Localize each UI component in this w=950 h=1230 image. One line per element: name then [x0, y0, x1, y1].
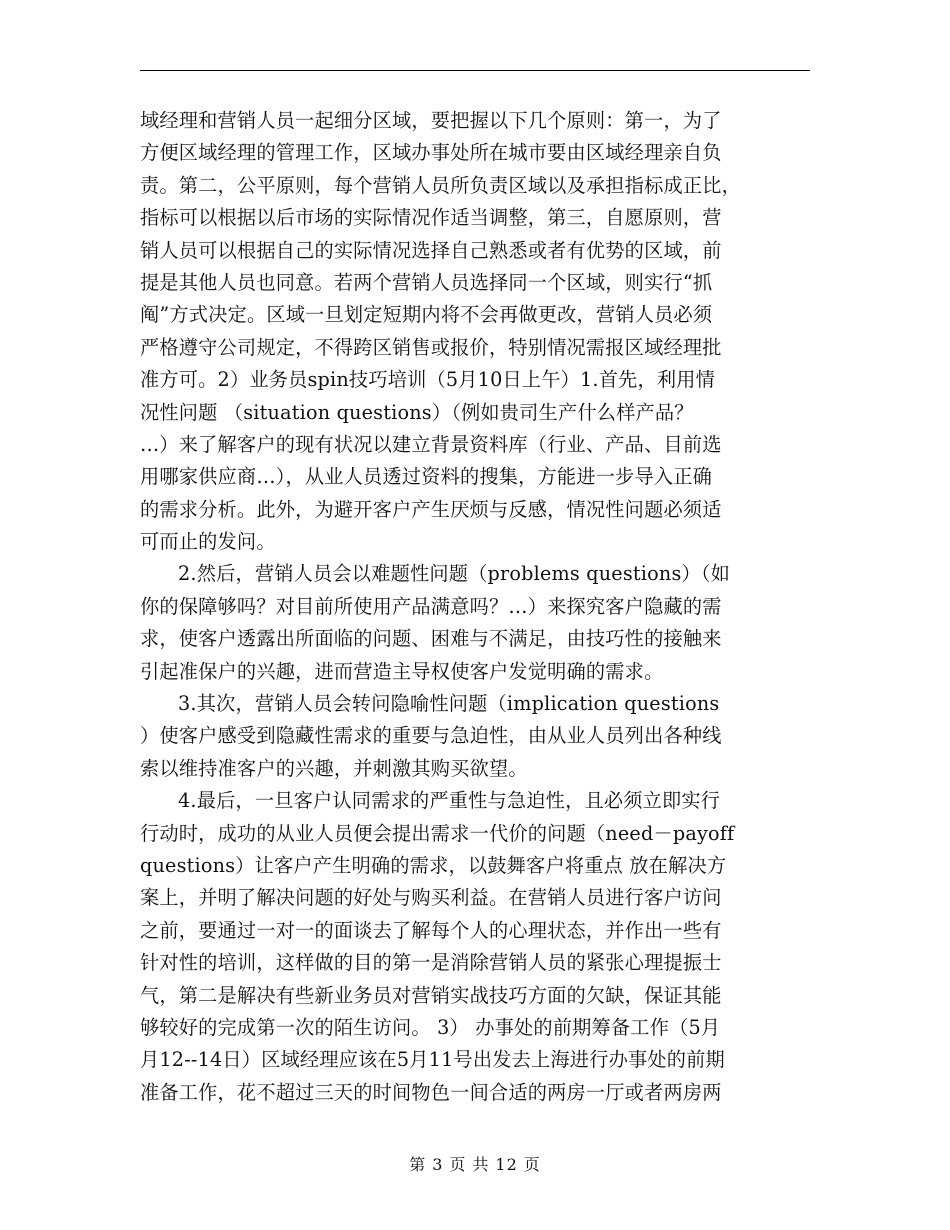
- text-line: 之前，要通过一对一的面谈去了解每个人的心理状态，并作出一些有: [140, 918, 722, 942]
- text-line: 方便区域经理的管理工作，区域办事处所在城市要由区域经理亲自负: [140, 141, 722, 165]
- text-line: 针对性的培训，这样做的目的第一是消除营销人员的紧张心理提振士: [140, 951, 722, 975]
- text-line: 引起准保户的兴趣，进而营造主导权使客户发觉明确的需求。: [140, 659, 664, 683]
- text-line: 够较好的完成第一次的陌生访问。 3） 办事处的前期筹备工作（5月: [140, 1015, 721, 1039]
- text-line: 提是其他人员也同意。若两个营销人员选择同一个区域，则实行“抓: [140, 270, 713, 294]
- text-line: 的需求分析。此外，为避开客户产生厌烦与反感，情况性问题必须适: [140, 497, 722, 521]
- text-line: 准方可。2）业务员spin技巧培训（5月10日上午）1.首先，利用情: [140, 368, 716, 392]
- text-line: 阄”方式决定。区域一旦划定短期内将不会再做更改，营销人员必须: [140, 303, 713, 327]
- footer-suffix: 页: [523, 1155, 541, 1174]
- text-line: 你的保障够吗？对目前所使用产品满意吗？…）来探究客户隐藏的需: [140, 594, 722, 618]
- footer-total-word: 共: [472, 1155, 490, 1174]
- text-line: 域经理和营销人员一起细分区域，要把握以下几个原则：第一，为了: [140, 109, 722, 132]
- text-line: 3.其次，营销人员会转问隐喻性问题（implication questions: [178, 692, 720, 716]
- footer-page-word: 页: [449, 1155, 467, 1174]
- text-line: 用哪家供应商…），从业人员透过资料的搜集，方能进一步导入正确: [140, 465, 713, 489]
- text-line: 4.最后，一旦客户认同需求的严重性与急迫性，且必须立即实行: [178, 789, 721, 813]
- text-line: 严格遵守公司规定，不得跨区销售或报价，特别情况需报区域经理批: [140, 335, 722, 359]
- footer-page-number: 3: [432, 1155, 444, 1174]
- page-footer: [0, 1152, 950, 1175]
- text-line: 月12--14日）区域经理应该在5月11号出发去上海进行办事处的前期: [140, 1048, 725, 1072]
- text-line: 准备工作，花不超过三天的时间物色一间合适的两房一厅或者两房两: [140, 1080, 722, 1104]
- text-line: 索以维持准客户的兴趣，并刺激其购买欲望。: [140, 756, 528, 780]
- text-line: 指标可以根据以后市场的实际情况作适当调整，第三，自愿原则，营: [140, 206, 722, 230]
- footer-total-pages: 12: [495, 1155, 518, 1174]
- text-line: 销人员可以根据自己的实际情况选择自己熟悉或者有优势的区域，前: [140, 238, 722, 262]
- text-line: 气，第二是解决有些新业务员对营销实战技巧方面的欠缺，保证其能: [140, 983, 722, 1007]
- text-line: 求，使客户透露出所面临的问题、困难与不满足，由技巧性的接触来: [140, 627, 722, 651]
- text-line: …）来了解客户的现有状况以建立背景资料库（行业、产品、目前选: [140, 432, 722, 456]
- text-line: 况性问题 （situation questions）（例如贵司生产什么样产品？: [140, 400, 694, 424]
- text-line: 责。第二，公平原则，每个营销人员所负责区域以及承担指标成正比，: [140, 173, 742, 197]
- text-line: 可而止的发问。: [140, 530, 276, 554]
- document-body: [140, 105, 810, 1109]
- text-line: 2.然后，营销人员会以难题性问题（problems questions）（如: [178, 562, 731, 586]
- text-line: questions）让客户产生明确的需求，以鼓舞客户将重点 放在解决方: [140, 853, 727, 877]
- text-line: 案上，并明了解决问题的好处与购买利益。在营销人员进行客户访问: [140, 886, 722, 910]
- text-line: 行动时，成功的从业人员便会提出需求一代价的问题（need－payoff: [140, 821, 735, 845]
- footer-prefix: 第: [409, 1155, 427, 1174]
- text-line: ）使客户感受到隐藏性需求的重要与急迫性，由从业人员列出各种线: [140, 724, 722, 748]
- header-rule: [140, 70, 810, 71]
